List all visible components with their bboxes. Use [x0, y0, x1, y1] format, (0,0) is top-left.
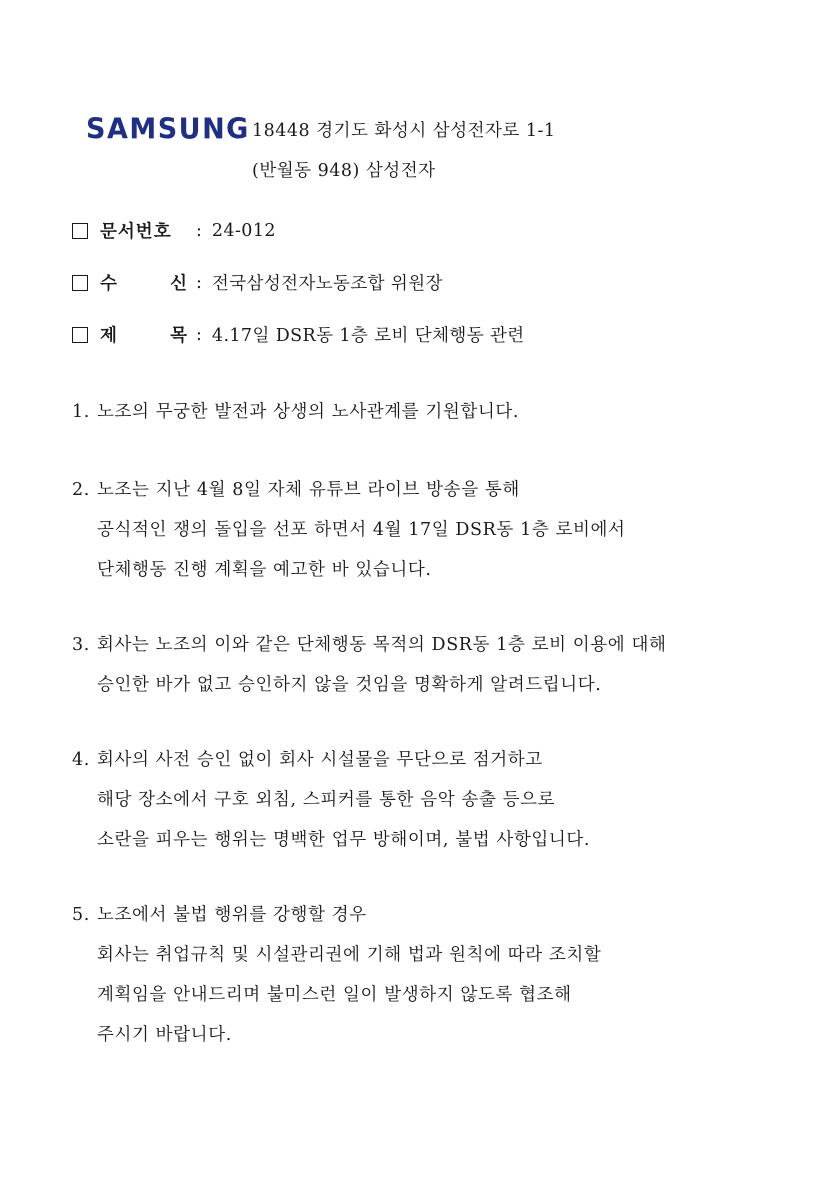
address-line-2: (반월동 948) 삼성전자 — [252, 161, 436, 181]
recipient-value: 전국삼성전자노동조합 위원장 — [211, 274, 443, 294]
doc-number-row — [72, 218, 276, 243]
recipient-row — [72, 270, 443, 295]
paragraph-4: 4. 회사의 사전 승인 없이 회사 시설물을 무단으로 점거하고 해당 장소에서 구호 외침, 스피커를 통한 음악 송출 등으로 소란을 피우는 행위는 명백한 업무 방해이며, 불법 사항입니다. — [72, 750, 591, 850]
paragraph-1: 1. 노조의 무궁한 발전과 상생의 노사관계를 기원합니다. — [72, 402, 520, 422]
address-line-1: 18448 경기도 화성시 삼성전자로 1-1 — [252, 121, 556, 141]
recipient-label: 수 신 — [100, 274, 188, 294]
doc-number-label: 문서번호 — [100, 222, 172, 242]
checkbox-square-icon — [72, 327, 88, 343]
samsung-logo: SAMSUNG — [86, 113, 250, 146]
subject-label: 제 목 — [100, 326, 188, 346]
subject-row — [72, 322, 525, 347]
paragraph-3: 3. 회사는 노조의 이와 같은 단체행동 목적의 DSR동 1층 로비 이용에 대해 승인한 바가 없고 승인하지 않을 것임을 명확하게 알려드립니다. — [72, 635, 667, 695]
doc-number-value: 24-012 — [211, 220, 276, 241]
colon: : — [196, 324, 202, 345]
paragraph-2: 2. 노조는 지난 4월 8일 자체 유튜브 라이브 방송을 통해 공식적인 쟁의 돌입을 선포 하면서 4월 17일 DSR동 1층 로비에서 단체행동 진행 계획을 예고한 바 있습니다. — [72, 480, 626, 580]
paragraph-5: 5. 노조에서 불법 행위를 강행할 경우 회사는 취업규칙 및 시설관리권에 기해 법과 원칙에 따라 조치할 계획임을 안내드리며 불미스런 일이 발생하지 않도록 협조해 주시기 바랍니다. — [72, 905, 602, 1045]
checkbox-square-icon — [72, 223, 88, 239]
subject-value: 4.17일 DSR동 1층 로비 단체행동 관련 — [211, 326, 525, 346]
colon: : — [196, 272, 202, 293]
colon: : — [196, 220, 202, 241]
checkbox-square-icon — [72, 275, 88, 291]
